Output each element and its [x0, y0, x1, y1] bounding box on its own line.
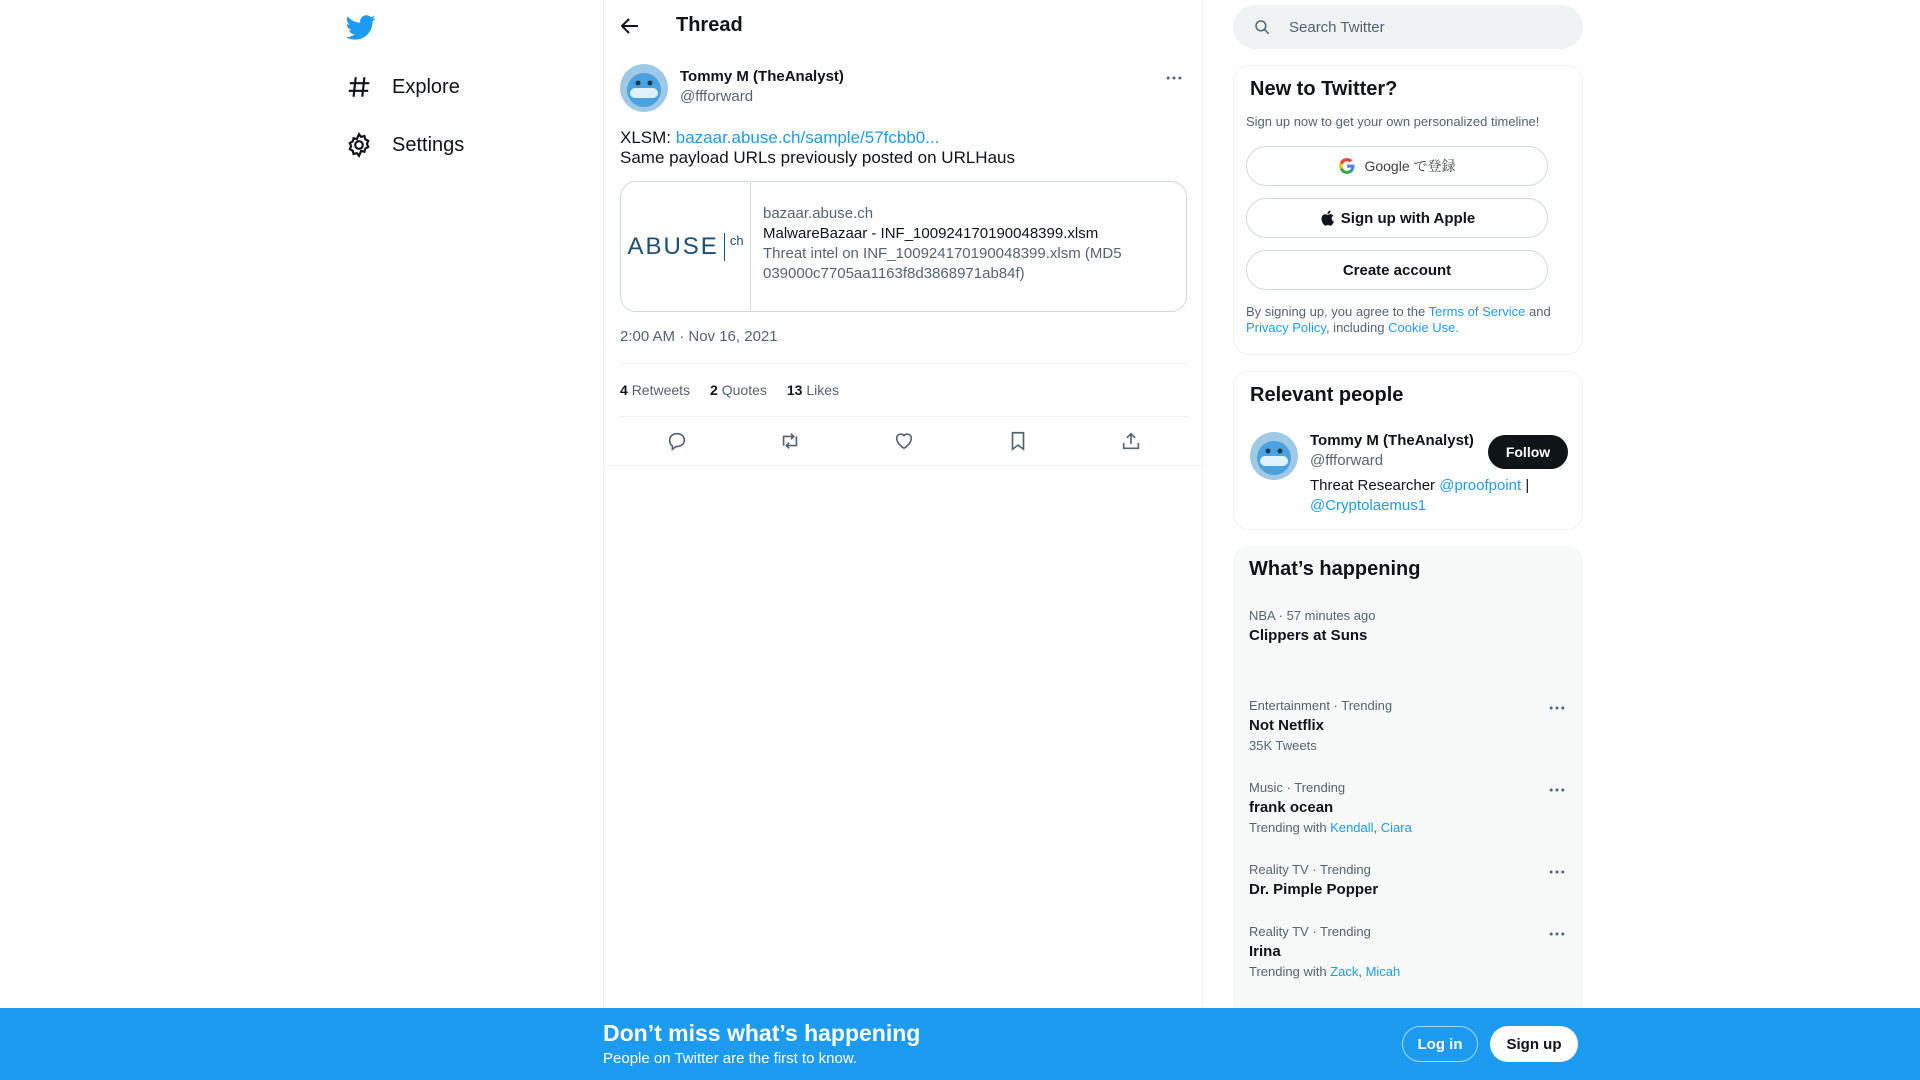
author-handle[interactable]: @ffforward — [680, 88, 754, 105]
trend-link[interactable]: Micah — [1365, 964, 1401, 979]
nav-item-label: Explore — [392, 75, 460, 98]
link-card[interactable] — [620, 181, 1187, 312]
quotes-stat[interactable]: 2 Quotes — [710, 382, 767, 398]
trend-item[interactable]: Entertainment · Trending Not Netflix 35K Tweets — [1249, 698, 1567, 753]
back-arrow-icon[interactable] — [618, 14, 642, 38]
trend-item[interactable]: Music · Trending frank ocean Trending with Kendall, Ciara — [1249, 780, 1567, 835]
trend-item[interactable]: Reality TV · Trending Irina Trending with Zack, Micah — [1249, 924, 1567, 979]
card-thumbnail — [621, 182, 751, 311]
apple-signup-label: Sign up with Apple — [1340, 209, 1476, 227]
panel-title: What’s happening — [1249, 558, 1421, 580]
panel-title: Relevant people — [1250, 384, 1404, 406]
google-icon — [1338, 157, 1356, 175]
signup-button[interactable]: Sign up — [1490, 1026, 1578, 1062]
create-account-label: Create account — [1342, 261, 1452, 279]
banner-subtitle: People on Twitter are the first to know. — [603, 1050, 858, 1067]
legal-text: By signing up, you agree to the Terms of Service and Privacy Policy, including Cookie Use. — [1246, 304, 1551, 335]
privacy-link[interactable]: Privacy Policy — [1246, 320, 1326, 335]
bio-mention-proofpoint[interactable]: @proofpoint — [1439, 477, 1522, 494]
card-description: Threat intel on INF_100924170190048399.xlsm (MD5 039000c7705aa1163f8d3868971ab84f) — [763, 245, 1122, 282]
more-options-icon[interactable] — [1547, 924, 1567, 944]
tweet-timestamp[interactable]: 2:00 AM · Nov 16, 2021 — [620, 328, 778, 345]
signup-banner — [0, 1008, 1920, 1080]
nav-item-explore[interactable] — [346, 67, 460, 107]
tweet-actions — [620, 430, 1188, 452]
trend-link[interactable]: Zack — [1330, 964, 1359, 979]
google-signup-button[interactable] — [1246, 146, 1548, 186]
panel-title: New to Twitter? — [1250, 78, 1398, 100]
search-bar[interactable] — [1233, 5, 1583, 49]
create-account-button[interactable] — [1246, 250, 1548, 290]
nav-item-settings[interactable] — [346, 125, 464, 165]
bio-mention-cryptolaemus[interactable]: @Cryptolaemus1 — [1310, 497, 1427, 514]
terms-link[interactable]: Terms of Service — [1428, 304, 1526, 319]
more-options-icon[interactable] — [1164, 68, 1184, 88]
main-column — [603, 0, 1203, 1080]
divider — [620, 363, 1188, 364]
tweet-text-prefix: XLSM: — [620, 128, 676, 147]
card-title: MalwareBazaar - INF_100924170190048399.xlsm — [763, 225, 1099, 242]
tweet-text-line2: Same payload URLs previously posted on URLHaus — [620, 148, 1015, 167]
apple-icon — [1319, 209, 1335, 227]
page-title: Thread — [676, 14, 743, 36]
new-to-twitter-panel — [1233, 65, 1583, 355]
more-options-icon[interactable] — [1547, 780, 1567, 800]
trend-item[interactable]: NBA · 57 minutes ago Clippers at Suns — [1249, 608, 1376, 644]
twitter-logo-icon[interactable] — [346, 12, 376, 42]
google-signup-label: Google で登録 — [1364, 158, 1456, 174]
search-input[interactable] — [1289, 19, 1549, 36]
follow-button[interactable]: Follow — [1488, 435, 1568, 469]
trend-link[interactable]: Kendall — [1330, 820, 1374, 835]
author-name[interactable]: Tommy M (TheAnalyst) — [680, 68, 844, 85]
banner-title: Don’t miss what’s happening — [603, 1020, 921, 1046]
relevant-people-panel — [1233, 371, 1583, 530]
thread-header — [604, 0, 1204, 53]
divider — [620, 416, 1188, 417]
retweets-stat[interactable]: 4 Retweets — [620, 382, 691, 398]
whats-happening-panel — [1233, 546, 1583, 1080]
person-handle[interactable]: @ffforward — [1310, 452, 1384, 469]
cookie-link[interactable]: Cookie Use. — [1388, 320, 1459, 335]
avatar[interactable] — [620, 64, 668, 112]
card-body — [751, 182, 1175, 311]
tweet-link[interactable]: bazaar.abuse.ch/sample/57fcbb0... — [675, 128, 940, 147]
retweet-icon[interactable] — [779, 430, 801, 452]
apple-signup-button[interactable] — [1246, 198, 1548, 238]
person-name[interactable]: Tommy M (TheAnalyst) — [1310, 432, 1474, 449]
bookmark-icon[interactable] — [1007, 430, 1029, 452]
nav-item-label: Settings — [392, 133, 465, 156]
trend-item[interactable]: Reality TV · Trending Dr. Pimple Popper — [1249, 862, 1567, 898]
more-options-icon[interactable] — [1547, 862, 1567, 882]
person-bio: Threat Researcher @proofpoint | @Cryptolaemus1 — [1310, 477, 1530, 514]
panel-subtitle: Sign up now to get your own personalized timeline! — [1246, 114, 1540, 129]
more-options-icon[interactable] — [1547, 698, 1567, 718]
like-heart-icon[interactable] — [893, 430, 915, 452]
hashtag-icon — [346, 74, 372, 100]
search-icon — [1253, 18, 1271, 36]
likes-stat[interactable]: 13 Likes — [786, 382, 840, 398]
tweet-stats — [620, 382, 839, 398]
gear-icon — [346, 132, 372, 158]
avatar[interactable] — [1250, 432, 1298, 480]
card-domain: bazaar.abuse.ch — [763, 205, 874, 222]
trend-link[interactable]: Ciara — [1380, 820, 1412, 835]
divider — [604, 465, 1204, 466]
share-icon[interactable] — [1120, 430, 1142, 452]
reply-icon[interactable] — [666, 430, 688, 452]
login-button[interactable]: Log in — [1402, 1026, 1478, 1062]
tweet-text — [620, 128, 1188, 168]
abuse-ch-logo: ABUSE ch — [627, 232, 744, 260]
